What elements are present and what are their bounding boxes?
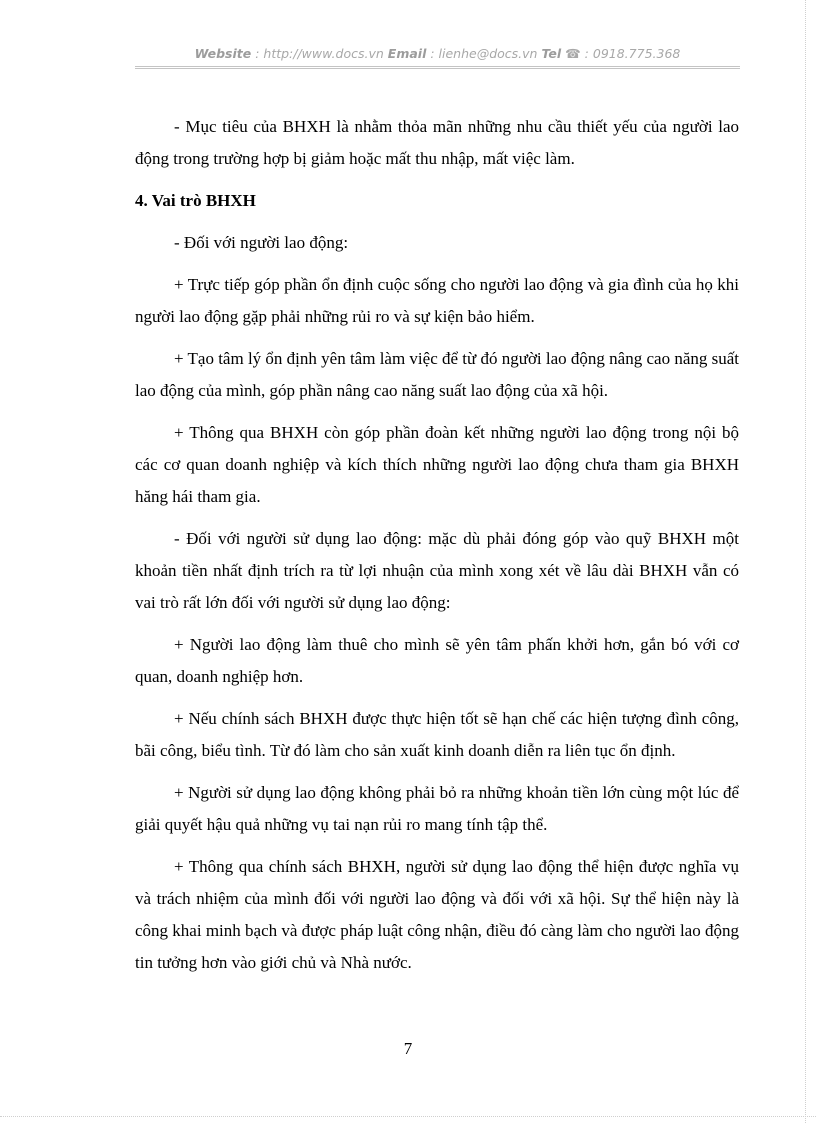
section-heading: 4. Vai trò BHXH [135,191,256,210]
tel-separator: : [580,46,593,61]
page-border-right [805,0,806,1123]
paragraph-employer-point-1: + Người lao động làm thuê cho mình sẽ yên tâm phấn khởi hơn, gắn bó với cơ quan, doanh nghiệp hơn. [135,635,739,686]
tel-label: Tel [541,46,562,61]
email-label: Email [387,46,427,61]
phone-icon: ☎ [565,46,581,61]
website-label: Website [194,46,252,61]
page-number: 7 [403,1039,413,1058]
paragraph-worker-point-3: + Thông qua BHXH còn góp phần đoàn kết những người lao động trong nội bộ các cơ quan doanh nghiệp và kích thích những người lao động chưa tham gia BHXH hăng hái tham gia. [135,423,739,506]
paragraph-worker-point-2: + Tạo tâm lý ổn định yên tâm làm việc để từ đó người lao động nâng cao năng suất lao động của mình, góp phần nâng cao năng suất lao động của xã hội. [135,349,739,400]
paragraph-employer-point-2: + Nếu chính sách BHXH được thực hiện tốt sẽ hạn chế các hiện tượng đình công, bãi công, biểu tình. Từ đó làm cho sản xuất kinh doanh diễn ra liên tục ổn định. [135,709,739,760]
paragraph-objective: - Mục tiêu của BHXH là nhằm thỏa mãn những nhu cầu thiết yếu của người lao động trong trường hợp bị giảm hoặc mất thu nhập, mất việc làm. [135,117,739,168]
header-rule [135,66,740,69]
document-body [135,111,739,989]
paragraph-employer-point-3: + Người sử dụng lao động không phải bỏ ra những khoản tiền lớn cùng một lúc để giải quyết hậu quả những vụ tai nạn rủi ro mang tính tập thể. [135,783,739,834]
paragraph-worker-point-1: + Trực tiếp góp phần ổn định cuộc sống cho người lao động và gia đình của họ khi người lao động gặp phải những rủi ro và sự kiện bảo hiểm. [135,275,739,326]
website-url: http://www.docs.vn [263,46,384,61]
email-address: lienhe@docs.vn [438,46,538,61]
tel-number: 0918.775.368 [592,46,681,61]
paragraph-employer-point-4: + Thông qua chính sách BHXH, người sử dụng lao động thể hiện được nghĩa vụ và trách nhiệm của mình đối với người lao động và đối với xã hội. Sự thể hiện này là công khai minh bạch và được pháp luật công nhận, điều đó càng làm cho người lao động tin tưởng hơn vào giới chủ và Nhà nước. [135,857,739,972]
website-separator: : [251,46,264,61]
page-header [135,46,740,61]
paragraph-employers: - Đối với người sử dụng lao động: mặc dù phải đóng góp vào quỹ BHXH một khoản tiền nhất định trích ra từ lợi nhuận của mình xong xét về lâu dài BHXH vẫn có vai trò rất lớn đối với người sử dụng lao động: [135,529,739,612]
page-border-bottom [0,1116,816,1117]
email-separator: : [426,46,439,61]
paragraph-workers: - Đối với người lao động: [174,233,349,252]
